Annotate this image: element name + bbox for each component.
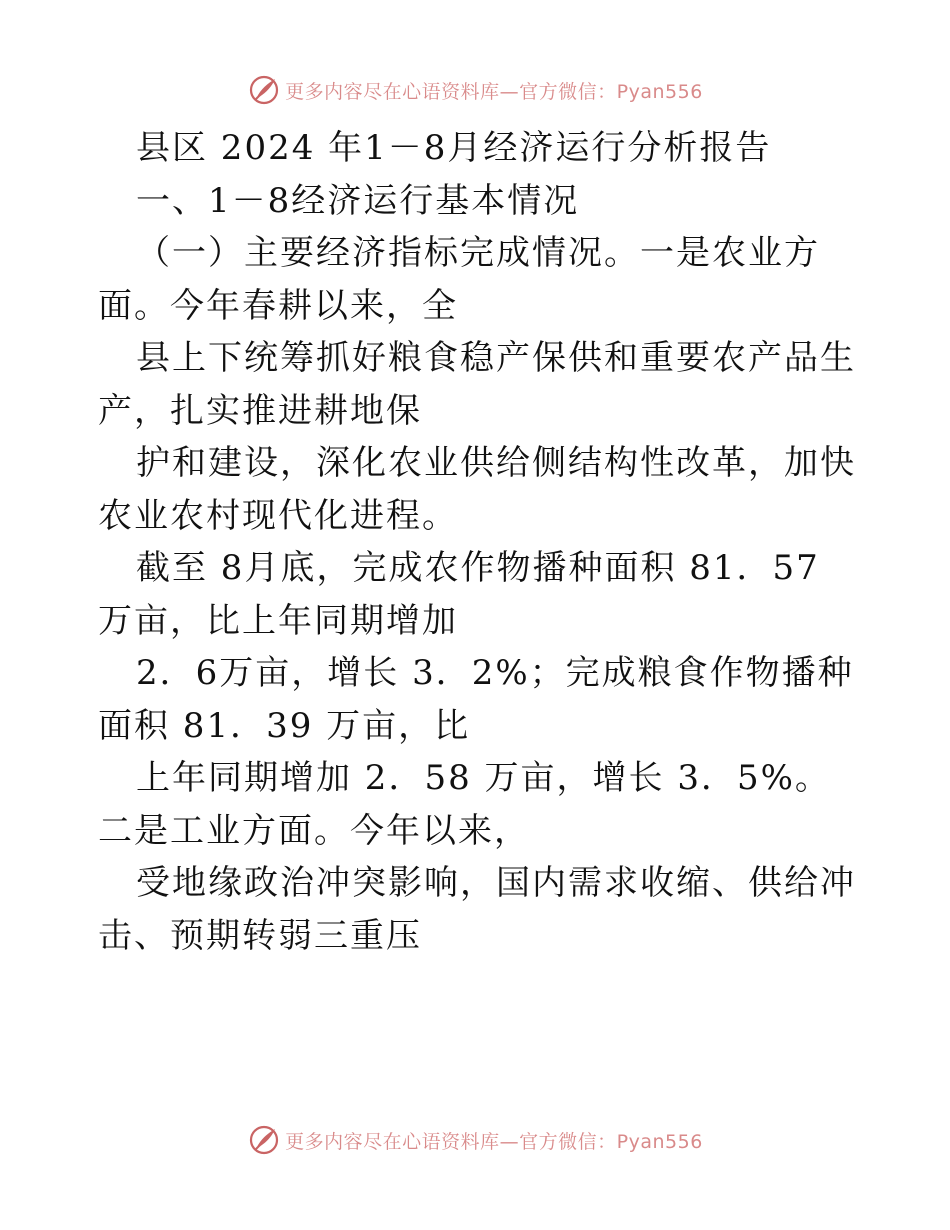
document-title: 县区 2024 年1－8月经济运行分析报告 bbox=[136, 128, 772, 168]
document-body bbox=[98, 122, 858, 962]
watermark-text: 更多内容尽在心语资料库—官方微信：Pyan556 bbox=[285, 80, 703, 103]
header-watermark-banner bbox=[0, 70, 950, 110]
watermark-text: 更多内容尽在心语资料库—官方微信：Pyan556 bbox=[285, 1130, 703, 1153]
paragraph: 受地缘政治冲突影响，国内需求收缩、供给冲击、预期转弱三重压 bbox=[98, 863, 856, 956]
paragraph: 县上下统筹抓好粮食稳产保供和重要农产品生产，扎实推进耕地保 bbox=[98, 338, 856, 431]
footer-watermark-banner bbox=[0, 1120, 950, 1160]
paragraph: （一）主要经济指标完成情况。一是农业方面。今年春耕以来，全 bbox=[98, 233, 820, 326]
paragraph: 上年同期增加 2．58 万亩，增长 3．5%。二是工业方面。今年以来， bbox=[98, 758, 831, 851]
paragraph: 2．6万亩，增长 3．2%；完成粮食作物播种面积 81．39 万亩，比 bbox=[98, 653, 854, 746]
paragraph: 一、1－8经济运行基本情况 bbox=[136, 180, 580, 221]
quill-circle-logo-icon bbox=[247, 73, 281, 107]
paragraph: 护和建设，深化农业供给侧结构性改革，加快农业农村现代化进程。 bbox=[98, 443, 856, 536]
paragraph: 截至 8月底，完成农作物播种面积 81．57 万亩，比上年同期增加 bbox=[98, 548, 820, 641]
quill-circle-logo-icon bbox=[247, 1123, 281, 1157]
